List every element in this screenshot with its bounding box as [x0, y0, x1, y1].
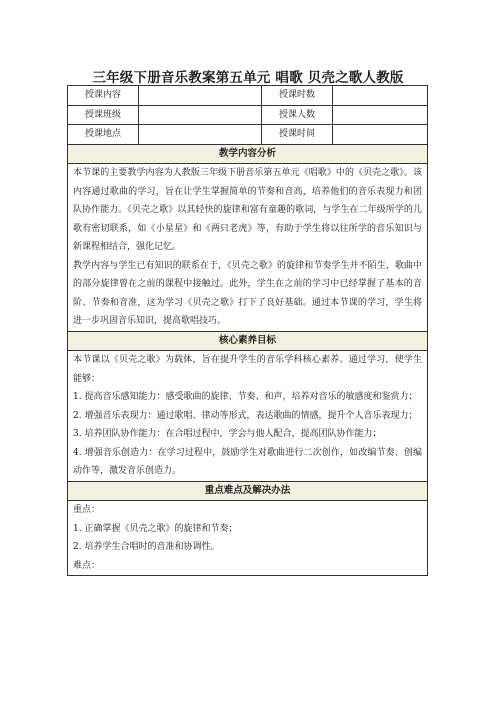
keypoints-paragraph: 2. 培养学生合唱时的音准和协调性。 — [73, 542, 220, 552]
info-row-class — [68, 105, 428, 125]
analysis-paragraph: 本节课的主要教学内容为人教版三年级下册音乐第五单元《唱歌》中的《贝壳之歌》。该内容通过歌曲的学习，旨在让学生掌握简单的节奏和音高，培养他们的音乐表现力和团队协作能力。《贝壳之歌》以其轻快的旋律和富有童趣的歌词，与学生在二年级所学的儿歌有密切联系，如《小星星》和《两只老虎》等，有助于学生将以往所学的音乐知识与新课程相结合，强化记忆。 — [73, 168, 422, 252]
class-value — [139, 105, 262, 125]
class-label: 授课班级 — [68, 105, 139, 125]
goals-paragraph: 本节课以《贝壳之歌》为载体，旨在提升学生的音乐学科核心素养。通过学习，使学生能够： — [73, 355, 422, 384]
keypoints-heading: 重点难点及解决办法 — [68, 481, 428, 501]
goals-paragraph: 3. 培养团队协作能力：在合唱过程中，学会与他人配合，提高团队协作能力； — [73, 429, 382, 439]
goals-paragraph: 2. 增强音乐表现力：通过歌唱、律动等形式，表达歌曲的情感，提升个人音乐表现力； — [73, 410, 418, 421]
lesson-plan-table — [67, 85, 428, 576]
analysis-body-row — [68, 164, 428, 332]
goals-body — [68, 351, 428, 482]
keypoints-body-row — [68, 501, 428, 576]
goals-heading-row — [68, 331, 428, 351]
analysis-heading: 教学内容分析 — [68, 144, 428, 164]
time-label: 授课时间 — [262, 125, 333, 145]
info-row-content — [68, 86, 428, 106]
place-value — [139, 125, 262, 145]
place-label: 授课地点 — [68, 125, 139, 145]
analysis-body — [68, 164, 428, 332]
keypoints-body — [68, 501, 428, 576]
keypoints-heading-row — [68, 481, 428, 501]
time-value — [333, 125, 428, 145]
page-title: 三年级下册音乐教案第五单元 唱歌 贝壳之歌人教版 — [92, 70, 404, 86]
analysis-heading-row — [68, 144, 428, 164]
people-label: 授课人数 — [262, 105, 333, 125]
content-label: 授课内容 — [68, 86, 139, 106]
goals-body-row — [68, 351, 428, 482]
analysis-paragraph: 教学内容与学生已有知识的联系在于，《贝壳之歌》的旋律和节奏学生并不陌生，歌曲中的部分旋律曾在之前的课程中接触过。此外，学生在之前的学习中已经掌握了基本的音阶、节奏和音准，这为学习《贝壳之歌》打下了良好基础。通过本节课的学习，学生将进一步巩固音乐知识，提高歌唱技巧。 — [73, 260, 422, 326]
keypoints-paragraph: 重点： — [73, 505, 101, 515]
goals-paragraph: 4. 增强音乐创造力：在学习过程中，鼓励学生对歌曲进行二次创作，如改编节奏、创编动作等，激发音乐创造力。 — [73, 447, 422, 476]
info-row-place — [68, 125, 428, 145]
hours-value — [333, 86, 428, 106]
goals-heading: 核心素养目标 — [68, 331, 428, 351]
keypoints-paragraph: 1. 正确掌握《贝壳之歌》的旋律和节奏； — [73, 523, 238, 534]
goals-paragraph: 1. 提高音乐感知能力：感受歌曲的旋律、节奏、和声，培养对音乐的敏感度和鉴赏力； — [73, 392, 418, 402]
keypoints-paragraph: 难点： — [73, 560, 101, 571]
content-value — [139, 86, 262, 106]
hours-label: 授课时数 — [262, 86, 333, 106]
people-value — [333, 105, 428, 125]
